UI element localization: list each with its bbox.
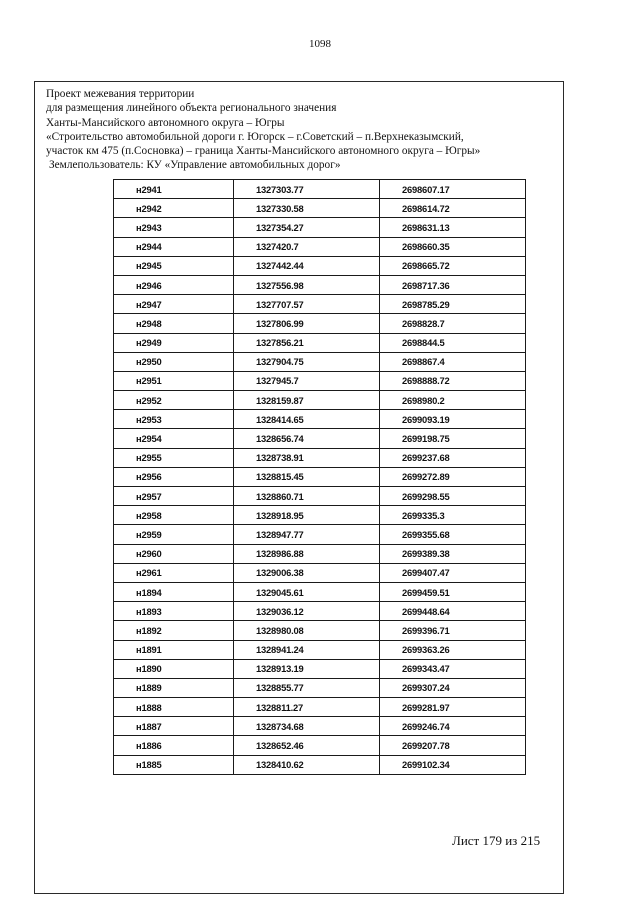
point-id-cell: н2944 — [114, 237, 234, 256]
x-coordinate-cell: 1328738.91 — [234, 448, 380, 467]
y-coordinate-cell: 2699343.47 — [380, 659, 526, 678]
x-coordinate-cell: 1327420.7 — [234, 237, 380, 256]
x-coordinate-cell: 1328656.74 — [234, 429, 380, 448]
table-row — [114, 410, 526, 429]
table-row — [114, 256, 526, 275]
y-coordinate-cell: 2699355.68 — [380, 525, 526, 544]
table-row — [114, 525, 526, 544]
point-id-cell: н2957 — [114, 487, 234, 506]
y-coordinate-cell: 2699093.19 — [380, 410, 526, 429]
x-coordinate-cell: 1328947.77 — [234, 525, 380, 544]
table-row — [114, 237, 526, 256]
y-coordinate-cell: 2699246.74 — [380, 717, 526, 736]
point-id-cell: н2956 — [114, 467, 234, 486]
point-id-cell: н2947 — [114, 295, 234, 314]
point-id-cell: н2941 — [114, 180, 234, 199]
coordinates-table — [113, 179, 526, 775]
y-coordinate-cell: 2699298.55 — [380, 487, 526, 506]
table-row — [114, 199, 526, 218]
land-user-line: Землепользователь: КУ «Управление автомобильных дорог» — [49, 159, 341, 172]
x-coordinate-cell: 1327556.98 — [234, 275, 380, 294]
table-row — [114, 640, 526, 659]
y-coordinate-cell: 2699102.34 — [380, 755, 526, 774]
y-coordinate-cell: 2698867.4 — [380, 352, 526, 371]
y-coordinate-cell: 2698980.2 — [380, 391, 526, 410]
x-coordinate-cell: 1328860.71 — [234, 487, 380, 506]
y-coordinate-cell: 2698888.72 — [380, 371, 526, 390]
table-row — [114, 698, 526, 717]
header-line: участок км 475 (п.Сосновка) – граница Ханты-Мансийского автономного округа – Югры» — [46, 145, 481, 158]
x-coordinate-cell: 1328855.77 — [234, 678, 380, 697]
y-coordinate-cell: 2699237.68 — [380, 448, 526, 467]
x-coordinate-cell: 1328918.95 — [234, 506, 380, 525]
point-id-cell: н2960 — [114, 544, 234, 563]
point-id-cell: н2946 — [114, 275, 234, 294]
point-id-cell: н2945 — [114, 256, 234, 275]
point-id-cell: н1894 — [114, 582, 234, 601]
point-id-cell: н2942 — [114, 199, 234, 218]
header-line: «Строительство автомобильной дороги г. Югорск – г.Советский – п.Верхнеказымский, — [46, 130, 464, 143]
document-header — [46, 87, 558, 173]
y-coordinate-cell: 2699281.97 — [380, 698, 526, 717]
x-coordinate-cell: 1327303.77 — [234, 180, 380, 199]
table-row — [114, 333, 526, 352]
x-coordinate-cell: 1327856.21 — [234, 333, 380, 352]
x-coordinate-cell: 1328410.62 — [234, 755, 380, 774]
point-id-cell: н1885 — [114, 755, 234, 774]
table-row — [114, 582, 526, 601]
point-id-cell: н1890 — [114, 659, 234, 678]
table-row — [114, 295, 526, 314]
y-coordinate-cell: 2698717.36 — [380, 275, 526, 294]
table-row — [114, 314, 526, 333]
table-row — [114, 544, 526, 563]
table-row — [114, 621, 526, 640]
point-id-cell: н2961 — [114, 563, 234, 582]
y-coordinate-cell: 2699307.24 — [380, 678, 526, 697]
x-coordinate-cell: 1328159.87 — [234, 391, 380, 410]
x-coordinate-cell: 1329036.12 — [234, 602, 380, 621]
y-coordinate-cell: 2699363.26 — [380, 640, 526, 659]
table-row — [114, 391, 526, 410]
point-id-cell: н2943 — [114, 218, 234, 237]
x-coordinate-cell: 1328913.19 — [234, 659, 380, 678]
y-coordinate-cell: 2698828.7 — [380, 314, 526, 333]
point-id-cell: н2949 — [114, 333, 234, 352]
y-coordinate-cell: 2699207.78 — [380, 736, 526, 755]
table-row — [114, 487, 526, 506]
table-row — [114, 659, 526, 678]
table-row — [114, 717, 526, 736]
table-row — [114, 448, 526, 467]
header-line: Ханты-Мансийского автономного округа – Югры — [46, 116, 285, 129]
x-coordinate-cell: 1328980.08 — [234, 621, 380, 640]
header-line: для размещения линейного объекта регионального значения — [46, 102, 337, 115]
point-id-cell: н1888 — [114, 698, 234, 717]
x-coordinate-cell: 1327442.44 — [234, 256, 380, 275]
sheet-label: Лист 179 из 215 — [452, 833, 541, 848]
x-coordinate-cell: 1328414.65 — [234, 410, 380, 429]
x-coordinate-cell: 1328815.45 — [234, 467, 380, 486]
x-coordinate-cell: 1328986.88 — [234, 544, 380, 563]
point-id-cell: н2951 — [114, 371, 234, 390]
x-coordinate-cell: 1329006.38 — [234, 563, 380, 582]
point-id-cell: н2954 — [114, 429, 234, 448]
y-coordinate-cell: 2699459.51 — [380, 582, 526, 601]
x-coordinate-cell: 1328811.27 — [234, 698, 380, 717]
table-row — [114, 467, 526, 486]
y-coordinate-cell: 2699396.71 — [380, 621, 526, 640]
x-coordinate-cell: 1327707.57 — [234, 295, 380, 314]
y-coordinate-cell: 2699198.75 — [380, 429, 526, 448]
y-coordinate-cell: 2699448.64 — [380, 602, 526, 621]
y-coordinate-cell: 2698785.29 — [380, 295, 526, 314]
point-id-cell: н1887 — [114, 717, 234, 736]
table-row — [114, 371, 526, 390]
point-id-cell: н1891 — [114, 640, 234, 659]
table-row — [114, 563, 526, 582]
point-id-cell: н2950 — [114, 352, 234, 371]
x-coordinate-cell: 1327330.58 — [234, 199, 380, 218]
table-row — [114, 429, 526, 448]
x-coordinate-cell: 1328734.68 — [234, 717, 380, 736]
y-coordinate-cell: 2699272.89 — [380, 467, 526, 486]
point-id-cell: н2953 — [114, 410, 234, 429]
point-id-cell: н2955 — [114, 448, 234, 467]
y-coordinate-cell: 2699335.3 — [380, 506, 526, 525]
table-row — [114, 218, 526, 237]
y-coordinate-cell: 2698844.5 — [380, 333, 526, 352]
table-row — [114, 506, 526, 525]
x-coordinate-cell: 1328652.46 — [234, 736, 380, 755]
point-id-cell: н2952 — [114, 391, 234, 410]
table-row — [114, 180, 526, 199]
point-id-cell: н1889 — [114, 678, 234, 697]
y-coordinate-cell: 2699407.47 — [380, 563, 526, 582]
x-coordinate-cell: 1329045.61 — [234, 582, 380, 601]
point-id-cell: н1886 — [114, 736, 234, 755]
header-line: Проект межевания территории — [46, 88, 195, 100]
x-coordinate-cell: 1327354.27 — [234, 218, 380, 237]
y-coordinate-cell: 2698665.72 — [380, 256, 526, 275]
point-id-cell: н2959 — [114, 525, 234, 544]
point-id-cell: н1892 — [114, 621, 234, 640]
x-coordinate-cell: 1327945.7 — [234, 371, 380, 390]
page-number: 1098 — [309, 38, 331, 50]
point-id-cell: н1893 — [114, 602, 234, 621]
table-row — [114, 602, 526, 621]
point-id-cell: н2948 — [114, 314, 234, 333]
y-coordinate-cell: 2699389.38 — [380, 544, 526, 563]
x-coordinate-cell: 1327806.99 — [234, 314, 380, 333]
y-coordinate-cell: 2698607.17 — [380, 180, 526, 199]
y-coordinate-cell: 2698660.35 — [380, 237, 526, 256]
y-coordinate-cell: 2698631.13 — [380, 218, 526, 237]
table-row — [114, 736, 526, 755]
table-row — [114, 678, 526, 697]
table-row — [114, 352, 526, 371]
point-id-cell: н2958 — [114, 506, 234, 525]
coordinates-table-body — [114, 180, 526, 775]
y-coordinate-cell: 2698614.72 — [380, 199, 526, 218]
x-coordinate-cell: 1328941.24 — [234, 640, 380, 659]
table-row — [114, 275, 526, 294]
x-coordinate-cell: 1327904.75 — [234, 352, 380, 371]
table-row — [114, 755, 526, 774]
